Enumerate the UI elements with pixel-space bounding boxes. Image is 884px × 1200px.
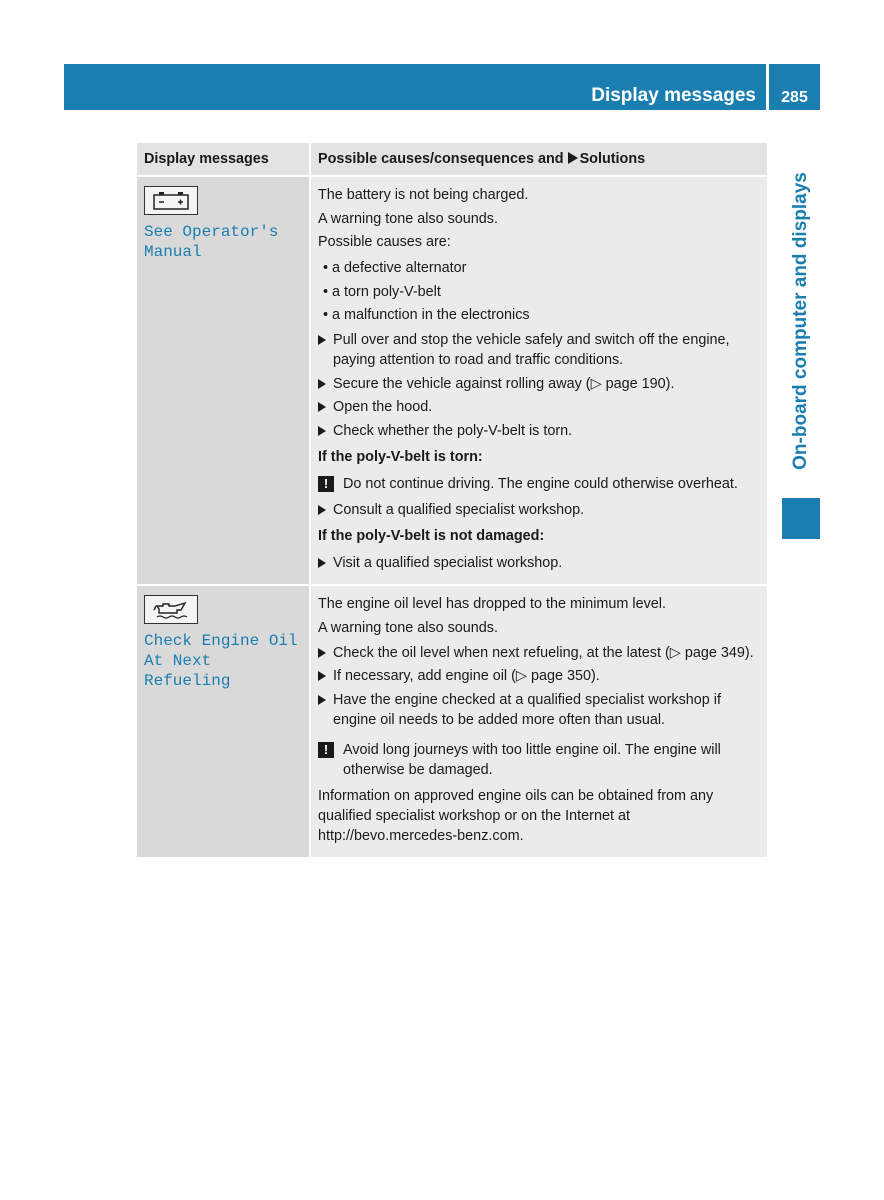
column-header-solutions: Solutions xyxy=(579,151,646,167)
display-message-line: Check Engine Oil xyxy=(144,632,298,650)
bullet-text: a malfunction in the electronics xyxy=(332,307,530,323)
step-text: Pull over and stop the vehicle safely and switch off the engine, paying attention to road and traffic conditions. xyxy=(333,332,730,368)
cause-line: The battery is not being charged. xyxy=(318,187,529,203)
step-text: Visit a qualified specialist workshop. xyxy=(333,554,563,571)
instruction-step xyxy=(318,397,760,417)
step-text: Have the engine checked at a qualified specialist workshop if engine oil needs to be added more often than usual. xyxy=(333,691,721,728)
warning-note xyxy=(318,740,760,780)
step-arrow-icon xyxy=(318,648,326,658)
step-arrow-icon xyxy=(318,426,326,436)
step-arrow-icon xyxy=(318,505,326,515)
info-text: Information on approved engine oils can be obtained from any qualified specialist workshop or on the Internet at http://bevo.mercedes-benz.com. xyxy=(318,787,714,844)
instruction-step xyxy=(318,553,760,573)
display-message-text xyxy=(144,222,302,262)
message-cell xyxy=(137,176,310,585)
oil-can-icon-graphic xyxy=(151,600,191,620)
warning-text: Avoid long journeys with too little engine oil. The engine will otherwise be damaged. xyxy=(343,741,721,778)
page-number: 285 xyxy=(781,89,808,106)
column-header-causes-text: Possible causes/consequences and xyxy=(318,151,564,167)
step-text: Consult a qualified specialist workshop. xyxy=(333,501,585,518)
table-header-row xyxy=(137,143,767,176)
oil-can-icon xyxy=(144,595,198,624)
instruction-step xyxy=(318,666,760,686)
bullet-item: • a defective alternator xyxy=(323,260,467,276)
step-text: If necessary, add engine oil (▷ page 350). xyxy=(333,668,600,684)
battery-icon-graphic xyxy=(151,191,191,211)
step-arrow-icon xyxy=(318,671,326,681)
step-text: Check whether the poly-V-belt is torn. xyxy=(333,422,573,439)
bullet-text: a defective alternator xyxy=(332,260,467,276)
step-arrow-icon xyxy=(318,695,326,705)
cause-line: Possible causes are: xyxy=(318,234,451,250)
step-text: Secure the vehicle against rolling away (▷ page 190). xyxy=(333,375,675,392)
warning-text: Do not continue driving. The engine could otherwise overheat. xyxy=(343,475,738,492)
step-arrow-icon xyxy=(318,558,326,568)
instruction-step xyxy=(318,374,760,394)
cause-line: The engine oil level has dropped to the minimum level. xyxy=(318,596,666,612)
chapter-tab-label: On-board computer and displays xyxy=(790,171,811,470)
step-arrow-icon xyxy=(318,335,326,345)
column-header-causes xyxy=(310,143,767,176)
page-number-box xyxy=(769,64,820,110)
instruction-step xyxy=(318,643,760,663)
instruction-step xyxy=(318,690,760,730)
step-text: Open the hood. xyxy=(333,399,433,415)
bullet-item: • a malfunction in the electronics xyxy=(323,307,530,323)
chapter-tab-marker xyxy=(782,498,820,539)
warning-icon: ! xyxy=(318,742,334,758)
subheading: If the poly-V-belt is not damaged: xyxy=(318,527,545,544)
warning-icon: ! xyxy=(318,476,334,492)
warning-note xyxy=(318,474,760,494)
display-message-line: At Next Refueling xyxy=(144,652,231,690)
bullet-item: • a torn poly-V-belt xyxy=(323,283,441,300)
solution-cell xyxy=(310,176,767,585)
table-row xyxy=(137,176,767,585)
solution-cell xyxy=(310,585,767,857)
battery-icon xyxy=(144,186,198,215)
page-title: Display messages xyxy=(591,85,756,106)
display-message-text xyxy=(144,631,302,691)
step-text: Check the oil level when next refueling, at the latest (▷ page 349). xyxy=(333,644,754,661)
header-bar xyxy=(64,64,766,110)
instruction-step xyxy=(318,500,760,520)
bullet-text: a torn poly-V-belt xyxy=(332,283,441,300)
solutions-arrow-icon xyxy=(568,152,578,164)
display-messages-table xyxy=(137,143,767,857)
table-row xyxy=(137,585,767,857)
instruction-step xyxy=(318,330,760,370)
display-message-line: See Operator's xyxy=(144,223,279,241)
chapter-tab xyxy=(782,148,820,493)
cause-line: A warning tone also sounds. xyxy=(318,210,499,227)
subheading: If the poly-V-belt is torn: xyxy=(318,448,483,465)
instruction-step xyxy=(318,421,760,441)
step-arrow-icon xyxy=(318,379,326,389)
column-header-messages: Display messages xyxy=(137,143,310,176)
step-arrow-icon xyxy=(318,402,326,412)
cause-line: A warning tone also sounds. xyxy=(318,619,499,636)
display-message-line: Manual xyxy=(144,243,202,261)
message-cell xyxy=(137,585,310,857)
